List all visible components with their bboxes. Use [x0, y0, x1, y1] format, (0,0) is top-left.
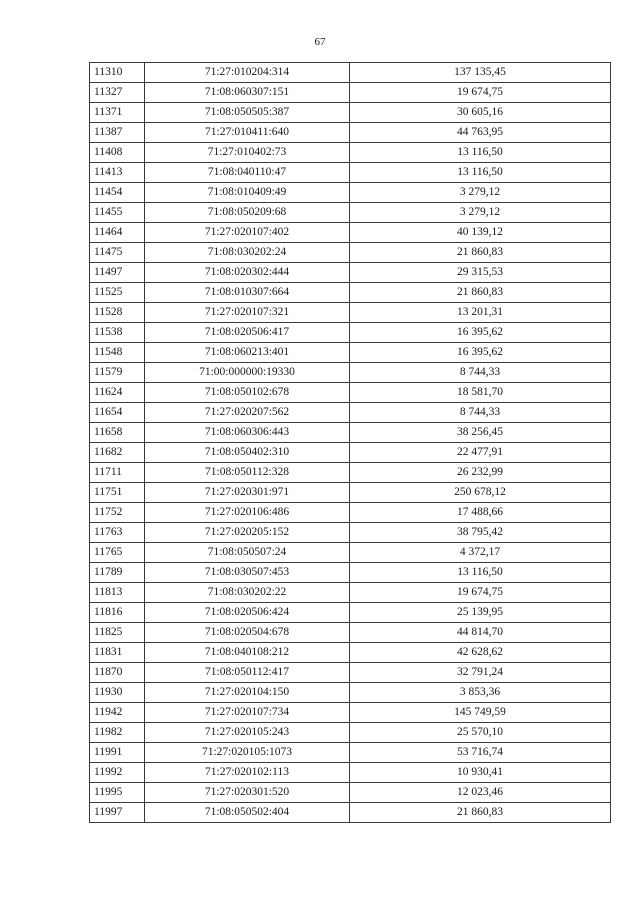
value-cell: 3 279,12: [350, 183, 611, 203]
value-cell: 19 674,75: [350, 83, 611, 103]
row-id-cell: 11751: [90, 483, 145, 503]
cadastral-number-cell: 71:08:050402:310: [145, 443, 350, 463]
value-cell: 21 860,83: [350, 243, 611, 263]
value-cell: 16 395,62: [350, 343, 611, 363]
value-cell: 8 744,33: [350, 403, 611, 423]
row-id-cell: 11992: [90, 763, 145, 783]
cadastral-number-cell: 71:08:050505:387: [145, 103, 350, 123]
table-row: [90, 183, 611, 203]
value-cell: 25 139,95: [350, 603, 611, 623]
table-row: [90, 443, 611, 463]
table-row: [90, 583, 611, 603]
cadastral-number-cell: 71:27:020301:520: [145, 783, 350, 803]
cadastral-number-cell: 71:27:020107:402: [145, 223, 350, 243]
value-cell: 16 395,62: [350, 323, 611, 343]
row-id-cell: 11475: [90, 243, 145, 263]
value-cell: 40 139,12: [350, 223, 611, 243]
cadastral-number-cell: 71:27:020105:243: [145, 723, 350, 743]
row-id-cell: 11579: [90, 363, 145, 383]
cadastral-number-cell: 71:08:020302:444: [145, 263, 350, 283]
table-row: [90, 543, 611, 563]
value-cell: 29 315,53: [350, 263, 611, 283]
table-row: [90, 623, 611, 643]
cadastral-number-cell: 71:27:020207:562: [145, 403, 350, 423]
row-id-cell: 11816: [90, 603, 145, 623]
cadastral-number-cell: 71:08:040108:212: [145, 643, 350, 663]
row-id-cell: 11538: [90, 323, 145, 343]
table-row: [90, 223, 611, 243]
cadastral-number-cell: 71:27:010402:73: [145, 143, 350, 163]
table-row: [90, 243, 611, 263]
table-row: [90, 643, 611, 663]
cadastral-number-cell: 71:08:050112:328: [145, 463, 350, 483]
table-row: [90, 463, 611, 483]
value-cell: 44 814,70: [350, 623, 611, 643]
table-row: [90, 603, 611, 623]
table-row: [90, 83, 611, 103]
table-row: [90, 283, 611, 303]
cadastral-number-cell: 71:27:010411:640: [145, 123, 350, 143]
cadastral-value-table: [89, 62, 611, 823]
table-row: [90, 423, 611, 443]
cadastral-number-cell: 71:08:040110:47: [145, 163, 350, 183]
value-cell: 137 135,45: [350, 63, 611, 83]
row-id-cell: 11454: [90, 183, 145, 203]
row-id-cell: 11995: [90, 783, 145, 803]
table-row: [90, 323, 611, 343]
value-cell: 250 678,12: [350, 483, 611, 503]
value-cell: 10 930,41: [350, 763, 611, 783]
table-row: [90, 803, 611, 823]
value-cell: 3 279,12: [350, 203, 611, 223]
value-cell: 12 023,46: [350, 783, 611, 803]
cadastral-number-cell: 71:08:050502:404: [145, 803, 350, 823]
table-body: [90, 63, 611, 823]
table-row: [90, 663, 611, 683]
value-cell: 17 488,66: [350, 503, 611, 523]
value-cell: 38 256,45: [350, 423, 611, 443]
value-cell: 53 716,74: [350, 743, 611, 763]
table-row: [90, 103, 611, 123]
table-row: [90, 203, 611, 223]
value-cell: 21 860,83: [350, 803, 611, 823]
table-row: [90, 303, 611, 323]
table-row: [90, 783, 611, 803]
value-cell: 13 116,50: [350, 563, 611, 583]
cadastral-number-cell: 71:27:020102:113: [145, 763, 350, 783]
value-cell: 32 791,24: [350, 663, 611, 683]
row-id-cell: 11711: [90, 463, 145, 483]
row-id-cell: 11982: [90, 723, 145, 743]
row-id-cell: 11763: [90, 523, 145, 543]
cadastral-number-cell: 71:08:010409:49: [145, 183, 350, 203]
table-row: [90, 483, 611, 503]
row-id-cell: 11464: [90, 223, 145, 243]
value-cell: 22 477,91: [350, 443, 611, 463]
row-id-cell: 11930: [90, 683, 145, 703]
cadastral-number-cell: 71:08:020504:678: [145, 623, 350, 643]
cadastral-number-cell: 71:08:050112:417: [145, 663, 350, 683]
row-id-cell: 11371: [90, 103, 145, 123]
row-id-cell: 11654: [90, 403, 145, 423]
cadastral-number-cell: 71:08:050209:68: [145, 203, 350, 223]
row-id-cell: 11310: [90, 63, 145, 83]
cadastral-number-cell: 71:27:020205:152: [145, 523, 350, 543]
table-row: [90, 143, 611, 163]
table-row: [90, 343, 611, 363]
cadastral-number-cell: 71:08:030202:24: [145, 243, 350, 263]
page-number: 67: [314, 36, 326, 48]
row-id-cell: 11831: [90, 643, 145, 663]
value-cell: 30 605,16: [350, 103, 611, 123]
value-cell: 18 581,70: [350, 383, 611, 403]
cadastral-number-cell: 71:08:030507:453: [145, 563, 350, 583]
cadastral-number-cell: 71:27:020105:1073: [145, 743, 350, 763]
cadastral-number-cell: 71:27:020107:321: [145, 303, 350, 323]
row-id-cell: 11455: [90, 203, 145, 223]
cadastral-number-cell: 71:00:000000:19330: [145, 363, 350, 383]
cadastral-number-cell: 71:08:020506:417: [145, 323, 350, 343]
table-row: [90, 563, 611, 583]
table-row: [90, 363, 611, 383]
value-cell: 13 116,50: [350, 143, 611, 163]
cadastral-number-cell: 71:08:030202:22: [145, 583, 350, 603]
row-id-cell: 11525: [90, 283, 145, 303]
value-cell: 145 749,59: [350, 703, 611, 723]
row-id-cell: 11752: [90, 503, 145, 523]
value-cell: 42 628,62: [350, 643, 611, 663]
row-id-cell: 11413: [90, 163, 145, 183]
row-id-cell: 11682: [90, 443, 145, 463]
table-row: [90, 263, 611, 283]
value-cell: 13 201,31: [350, 303, 611, 323]
table-row: [90, 723, 611, 743]
cadastral-number-cell: 71:27:020104:150: [145, 683, 350, 703]
cadastral-number-cell: 71:08:060306:443: [145, 423, 350, 443]
row-id-cell: 11789: [90, 563, 145, 583]
row-id-cell: 11624: [90, 383, 145, 403]
row-id-cell: 11327: [90, 83, 145, 103]
cadastral-number-cell: 71:27:020106:486: [145, 503, 350, 523]
row-id-cell: 11991: [90, 743, 145, 763]
row-id-cell: 11387: [90, 123, 145, 143]
table-row: [90, 383, 611, 403]
table-row: [90, 683, 611, 703]
value-cell: 25 570,10: [350, 723, 611, 743]
row-id-cell: 11408: [90, 143, 145, 163]
table-row: [90, 123, 611, 143]
value-cell: 19 674,75: [350, 583, 611, 603]
cadastral-number-cell: 71:08:010307:664: [145, 283, 350, 303]
cadastral-number-cell: 71:08:020506:424: [145, 603, 350, 623]
cadastral-number-cell: 71:08:050102:678: [145, 383, 350, 403]
table-row: [90, 523, 611, 543]
row-id-cell: 11942: [90, 703, 145, 723]
cadastral-number-cell: 71:08:050507:24: [145, 543, 350, 563]
cadastral-number-cell: 71:08:060213:401: [145, 343, 350, 363]
row-id-cell: 11497: [90, 263, 145, 283]
row-id-cell: 11870: [90, 663, 145, 683]
table-row: [90, 63, 611, 83]
table-row: [90, 743, 611, 763]
cadastral-number-cell: 71:08:060307:151: [145, 83, 350, 103]
table-row: [90, 503, 611, 523]
row-id-cell: 11548: [90, 343, 145, 363]
cadastral-number-cell: 71:27:020301:971: [145, 483, 350, 503]
row-id-cell: 11813: [90, 583, 145, 603]
value-cell: 3 853,36: [350, 683, 611, 703]
value-cell: 13 116,50: [350, 163, 611, 183]
value-cell: 21 860,83: [350, 283, 611, 303]
table-row: [90, 163, 611, 183]
value-cell: 8 744,33: [350, 363, 611, 383]
row-id-cell: 11825: [90, 623, 145, 643]
value-cell: 38 795,42: [350, 523, 611, 543]
row-id-cell: 11997: [90, 803, 145, 823]
row-id-cell: 11528: [90, 303, 145, 323]
value-cell: 44 763,95: [350, 123, 611, 143]
table-row: [90, 403, 611, 423]
value-cell: 4 372,17: [350, 543, 611, 563]
cadastral-number-cell: 71:27:020107:734: [145, 703, 350, 723]
row-id-cell: 11658: [90, 423, 145, 443]
table-row: [90, 703, 611, 723]
table-row: [90, 763, 611, 783]
cadastral-number-cell: 71:27:010204:314: [145, 63, 350, 83]
value-cell: 26 232,99: [350, 463, 611, 483]
row-id-cell: 11765: [90, 543, 145, 563]
